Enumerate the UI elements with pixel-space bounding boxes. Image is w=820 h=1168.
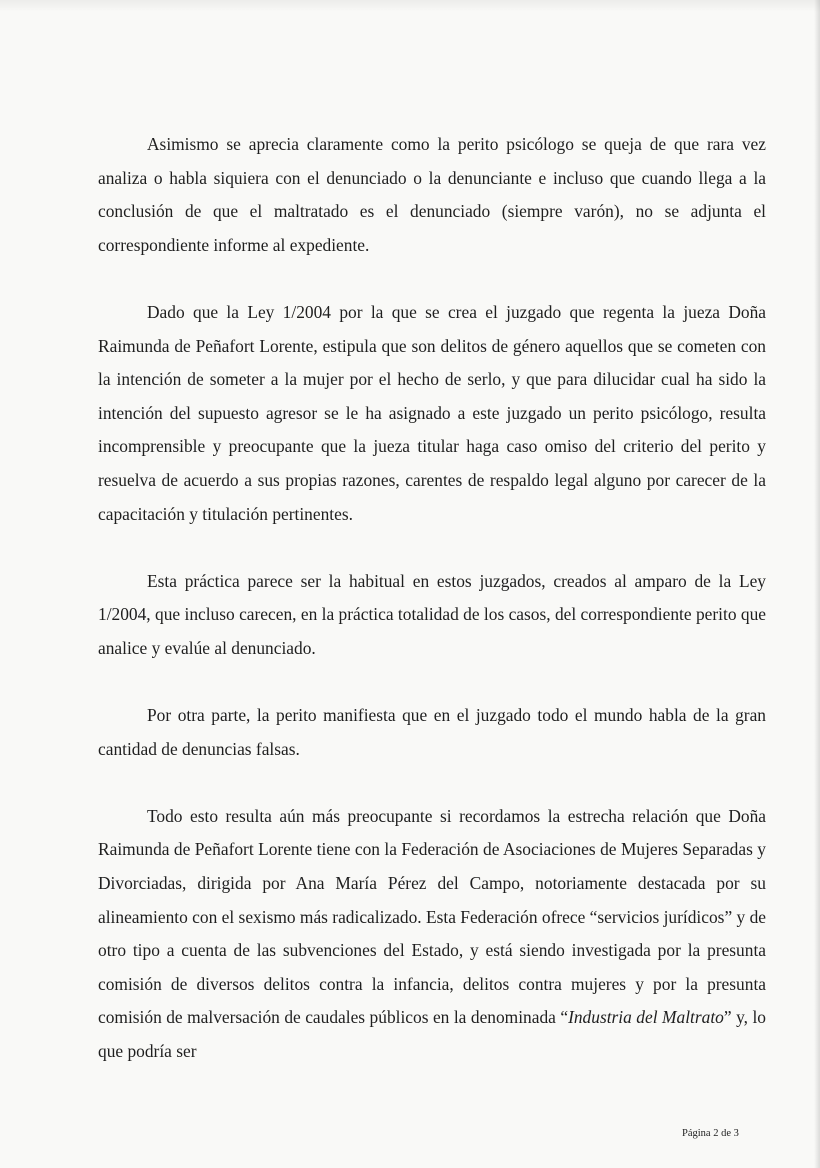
paragraph-5-text-after: ” y, lo que podría ser (98, 1007, 766, 1062)
page-number: Página 2 de 3 (682, 1128, 739, 1139)
document-body (98, 128, 766, 1069)
scan-shadow (814, 0, 820, 1168)
paragraph-4: Por otra parte, la perito manifiesta que en el juzgado todo el mundo habla de la gran cantidad de denuncias falsas. (98, 705, 766, 759)
paragraph-5-text-before: Todo esto resulta aún más preocupante si recordamos la estrecha relación que Doña Raimunda de Peñafort Lorente tiene con la Federación de Asociaciones de Mujeres Separadas y Divorciadas, dirigida por Ana María Pérez del Campo, notoriamente destacada por su alineamiento con el sexismo más radicalizado. Esta Federación ofrece “servicios jurídicos” y de otro tipo a cuenta de las subvenciones del Estado, y está siendo investigada por la presunta comisión de diversos delitos contra la infancia, delitos contra mujeres y por la presunta comisión de malversación de caudales públicos en la denominada “ (98, 805, 766, 1028)
paragraph-1: Asimismo se aprecia claramente como la perito psicólogo se queja de que rara vez analiza o habla siquiera con el denunciado o la denunciante e incluso que cuando llega a la conclusión de que el maltratado es el denunciado (siempre varón), no se adjunta el correspondiente informe al expediente. (98, 134, 766, 255)
paragraph-5-emphasis: Industria del Maltrato (568, 1007, 724, 1028)
paragraph-2: Dado que la Ley 1/2004 por la que se crea el juzgado que regenta la jueza Doña Raimunda de Peñafort Lorente, estipula que son delitos de género aquellos que se cometen con la intención de someter a la mujer por el hecho de serlo, y que para dilucidar cual ha sido la intención del supuesto agresor se le ha asignado a este juzgado un perito psicólogo, resulta incomprensible y preocupante que la jueza titular haga caso omiso del criterio del perito y resuelva de acuerdo a sus propias razones, carentes de respaldo legal alguno por carecer de la capacitación y titulación pertinentes. (98, 301, 766, 524)
paragraph-5 (98, 800, 766, 1069)
paragraph-3: Esta práctica parece ser la habitual en estos juzgados, creados al amparo de la Ley 1/2004, que incluso carecen, en la práctica totalidad de los casos, del correspondiente perito que analice y evalúe al denunciado. (98, 570, 766, 658)
